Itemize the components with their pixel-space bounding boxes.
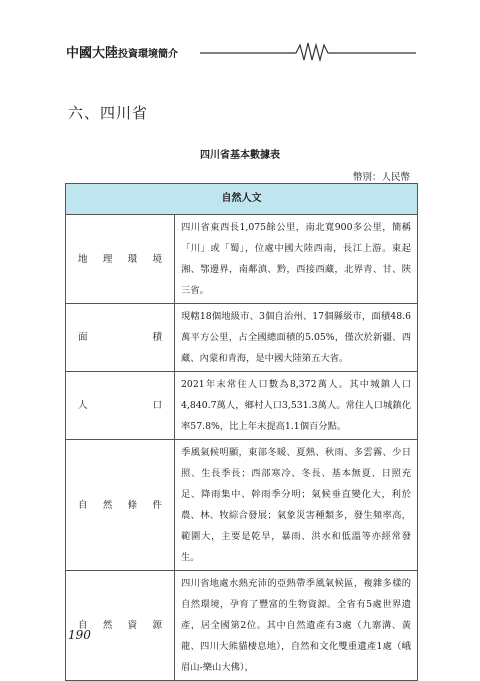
table-row — [66, 571, 418, 681]
row-content: 現轄18個地級市、3個自治州、17個縣級市，面積48.6萬平方公里，占全國總面積的5.05%，僅次於新疆、西藏、內蒙和青海，是中國大陸第五大省。 — [175, 304, 418, 372]
running-header — [66, 40, 416, 62]
section-title: 六、四川省 — [68, 104, 149, 122]
table-header-cell: 自然人文 — [66, 184, 418, 215]
table-row — [66, 440, 418, 571]
row-content: 四川省東西長1,075餘公里，南北寬900多公里，簡稱「川」或「蜀」，位處中國大陸西南，長江上游。東起湘、鄂邊界，南鄰滇、黔，西接西藏，北界青、甘、陝三省。 — [175, 215, 418, 304]
row-label: 自然條件 — [66, 440, 175, 571]
row-label: 地理環境 — [66, 215, 175, 304]
header-title — [66, 42, 178, 61]
row-label: 自然資源 — [66, 571, 175, 681]
table-row — [66, 372, 418, 440]
header-title-main: 中國大陸 — [66, 46, 119, 61]
row-label: 人口 — [66, 372, 175, 440]
table-row — [66, 215, 418, 304]
row-content: 2021年末常住人口數為8,372萬人。其中城鎮人口4,840.7萬人，鄉村人口3,531.3萬人。常住人口城鎮化率57.8%，比上年末提高1.1個百分點。 — [175, 372, 418, 440]
table-row — [66, 304, 418, 372]
table-title: 四川省基本數據表 — [200, 150, 280, 161]
row-label: 面積 — [66, 304, 175, 372]
heartbeat-line-icon — [200, 40, 416, 62]
row-content: 四川省地處水熱充沛的亞熱帶季風氣候區，複雜多樣的自然環境，孕育了豐富的生物資源。全省有5處世界遺產，居全國第2位。其中自然遺產有3處（九寨溝、黃龍、四川大熊貓棲息地），自然和文化雙重遺產1處（峨眉山-樂山大佛）， — [175, 571, 418, 681]
row-content: 季風氣候明顯，東部冬暖、夏熱、秋雨、多雲霧、少日照、生長季長；西部寒冷、冬長、基本無夏、日照充足、降雨集中、幹雨季分明；氣候垂直變化大，利於農、林、牧綜合發展；氣象災害種類多，發生頻率高，範圍大，主要是乾旱，暴雨、洪水和低溫等亦經常發生。 — [175, 440, 418, 571]
currency-unit: 幣別：人民幣 — [352, 172, 410, 183]
header-title-sub: 投資環境簡介 — [118, 49, 179, 60]
table-header-row — [66, 184, 418, 215]
basic-data-table — [65, 183, 418, 681]
page-number: 190 — [68, 628, 91, 642]
